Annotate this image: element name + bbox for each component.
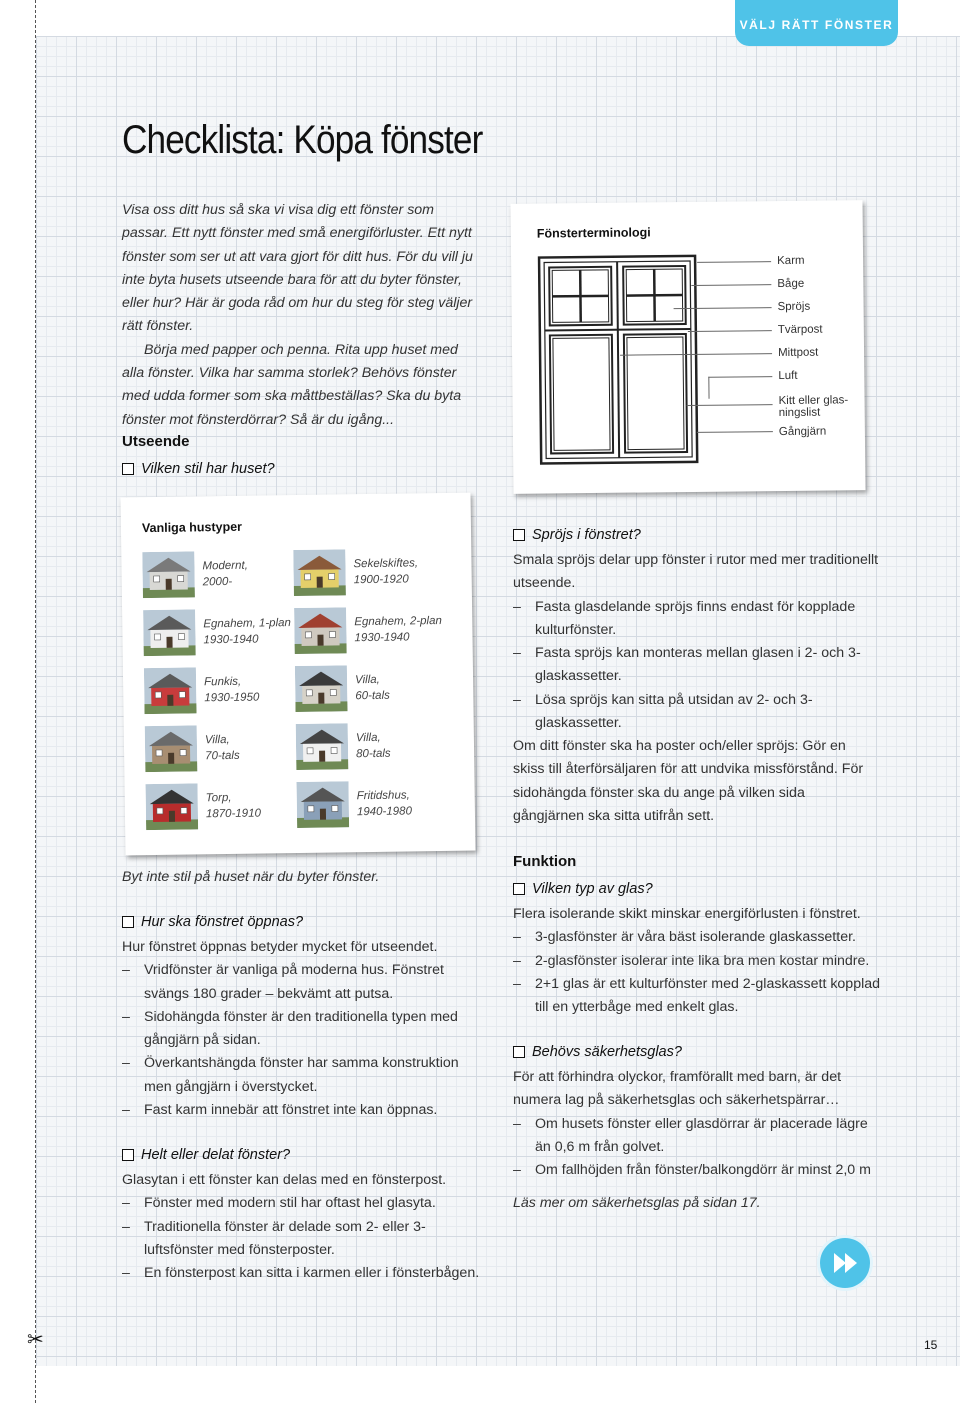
house-years: 70-tals (205, 749, 240, 763)
glas-section (513, 903, 881, 1019)
list-item: – Överkantshängda fönster har samma konstruktion men gångjärn i överstycket. (122, 1055, 459, 1095)
checkbox-delat[interactable]: Helt eller delat fönster? (122, 1147, 290, 1163)
list-item: – Fasta glasdelande spröjs finns endast för kopplade kulturfönster. (513, 598, 856, 638)
leader-kitt (687, 404, 773, 406)
house-thumbnail (145, 725, 198, 772)
list-item: – Fast karm innebär att fönstret inte kan öppnas. (122, 1102, 438, 1119)
house-caption (355, 672, 390, 704)
funktion-heading: Funktion (513, 853, 577, 870)
label-gangjarn: Gångjärn (778, 425, 827, 439)
house-caption (202, 558, 248, 591)
sakerhet-intro: För att förhindra olyckor, framförallt med barn, är det numera lag på säkerhetsglas och säkerhetspärrar… (513, 1069, 842, 1109)
label-luft: Luft (778, 369, 798, 383)
house-name: Modernt, (202, 559, 248, 573)
checkbox-oppnas[interactable]: Hur ska fönstret öppnas? (122, 914, 303, 930)
sprojs-intro: Smala spröjs delar upp fönster i rutor med mer traditionellt utseende. (513, 552, 879, 592)
oppnas-intro: Hur fönstret öppnas betyder mycket för utseendet. (122, 939, 438, 955)
house-name: Fritidshus, (356, 789, 410, 803)
list-item: – Om fallhöjden från fönster/balkongdörr är minst 2,0 m (513, 1162, 871, 1179)
fast-forward-button[interactable] (820, 1238, 870, 1288)
house-years: 80-tals (356, 747, 391, 761)
cut-line (35, 0, 36, 1403)
house-years: 1900-1920 (353, 573, 409, 587)
byt-inte-note: Byt inte stil på huset när du byter fönster. (122, 869, 380, 885)
list-item: – Om husets fönster eller glasdörrar är placerade lägre än 0,6 m från golvet. (513, 1115, 868, 1155)
house-years: 1930-1940 (203, 633, 259, 647)
checkbox-icon[interactable] (513, 529, 525, 541)
leader-luft (708, 376, 772, 378)
utseende-heading: Utseende (122, 433, 190, 450)
house-name: Sekelskiftes, (353, 557, 419, 571)
house-thumbnail (294, 607, 347, 654)
house-caption (203, 615, 291, 648)
list-item: – Vridfönster är vanliga på moderna hus. Fönstret svängs 180 grader – bekvämt att putsa. (122, 962, 444, 1002)
sakerhet-section (513, 1066, 873, 1182)
leader-karm (697, 261, 771, 263)
label-tvarpost: Tvärpost (777, 323, 823, 337)
checkbox-icon[interactable] (513, 883, 525, 895)
checkbox-icon[interactable] (513, 1046, 525, 1058)
checkbox-sprojs[interactable]: Spröjs i fönstret? (513, 527, 641, 543)
glas-intro: Flera isolerande skikt minskar energiförlusten i fönstret. (513, 906, 861, 922)
house-years: 1930-1950 (204, 691, 260, 705)
delat-section (122, 1169, 487, 1285)
house-name: Egnahem, 1-plan (203, 617, 291, 631)
house-caption (206, 790, 261, 823)
label-kitt-2: ningslist (778, 406, 821, 420)
window-diagram (537, 254, 699, 468)
las-mer-link[interactable]: Läs mer om säkerhetsglas på sidan 17. (513, 1195, 761, 1211)
house-years: 2000- (202, 575, 233, 589)
house-name: Torp, (205, 791, 232, 805)
label-kitt-1: Kitt eller glas- (778, 394, 849, 408)
sprojs-section (513, 549, 881, 735)
leader-sprojs (674, 307, 772, 309)
page-number: 15 (924, 1338, 938, 1352)
leader-bage (691, 284, 771, 286)
house-thumbnail (144, 667, 197, 714)
house-years: 60-tals (355, 689, 390, 703)
list-item: – Traditionella fönster är delade som 2- eller 3-luftsfönster med fönsterposter. (122, 1218, 426, 1258)
scissors-icon: ✂ (27, 1329, 44, 1351)
house-name: Funkis, (204, 675, 242, 689)
house-years: 1930-1940 (354, 631, 410, 645)
house-name: Villa, (355, 673, 380, 687)
section-tab[interactable]: VÄLJ RÄTT FÖNSTER (735, 0, 898, 46)
delat-intro: Glasytan i ett fönster kan delas med en fönsterpost. (122, 1172, 447, 1188)
leader-luft-tick (708, 377, 709, 399)
checkbox-stil[interactable]: Vilken stil har huset? (122, 461, 275, 477)
label-mittpost: Mittpost (778, 346, 819, 360)
house-caption (204, 674, 259, 707)
house-types-title: Vanliga hustyper (141, 519, 243, 536)
house-thumbnail (296, 723, 349, 770)
house-thumbnail (146, 783, 199, 830)
house-caption (356, 730, 391, 762)
intro-paragraph: Visa oss ditt hus så ska vi visa dig ett fönster som passar. Ett nytt fönster med små energiförluster. Ett nytt fönster som ser ut att vara gjort för ditt hus. För du vill ju inte byta husets utseende bara för att du byter fönster, eller hur? Här är goda råd om hur du steg för steg väljer rätt fönster. Börja med papper och penna. Rita upp huset med alla fönster. Vilka har samma storlek? Behövs fönster med udda former som ska måttbeställas? Ska du byta fönster mot fönsterdörrar? Så är du igång... (122, 202, 473, 428)
house-name: Villa, (204, 733, 230, 747)
checkbox-glas[interactable]: Vilken typ av glas? (513, 881, 653, 897)
fast-forward-icon (820, 1238, 870, 1288)
list-item: – Fönster med modern stil har oftast hel glasyta. (122, 1195, 436, 1212)
leader-gangjarn (697, 431, 773, 433)
label-karm: Karm (777, 254, 805, 268)
checkbox-icon[interactable] (122, 916, 134, 928)
label-sprojs: Spröjs (777, 300, 811, 314)
house-thumbnail (293, 549, 346, 596)
house-thumbnail (295, 665, 348, 712)
leader-tvarpost (688, 330, 772, 332)
checkbox-sakerhet[interactable]: Behövs säkerhetsglas? (513, 1044, 682, 1060)
sprojs-note: Om ditt fönster ska ha poster och/eller spröjs: Gör en skiss till återförsäljaren för att undvika missförstånd. För sidohängda fönster ska du ange på vilken sida gångjärnen ska sitta utifrån sett. (513, 738, 864, 824)
list-item: – Sidohängda fönster är den traditionella typen med gångjärn på sidan. (122, 1008, 458, 1049)
house-caption (354, 613, 442, 646)
house-types-card (121, 493, 476, 856)
page-title: Checklista: Köpa fönster (122, 118, 483, 162)
house-caption (353, 555, 418, 588)
list-item: – 2+1 glas är ett kulturfönster med 2-glaskassett kopplad till en ytterbåge med enkelt glas. (513, 975, 881, 1016)
house-thumbnail (297, 781, 350, 828)
list-item: – 2-glasfönster isolerar inte lika bra men kostar mindre. (513, 952, 870, 969)
list-item: – 3-glasfönster är våra bäst isolerande glaskassetter. (513, 929, 856, 946)
house-thumbnail (143, 609, 196, 656)
house-thumbnail (142, 551, 195, 598)
checkbox-icon[interactable] (122, 463, 134, 475)
label-bage: Båge (777, 277, 805, 291)
oppnas-section (122, 936, 487, 1122)
checkbox-icon[interactable] (122, 1149, 134, 1161)
list-item: – Lösa spröjs kan sitta på utsidan av 2- och 3-glaskassetter. (513, 691, 813, 732)
house-caption (357, 787, 412, 820)
list-item: – Fasta spröjs kan monteras mellan glasen i 2- och 3-glaskassetter. (513, 645, 861, 685)
house-caption (205, 732, 240, 764)
terminology-title: Fönsterterminologi (536, 225, 651, 241)
house-name: Egnahem, 2-plan (354, 614, 442, 629)
house-years: 1870-1910 (205, 807, 262, 821)
list-item: – En fönsterpost kan sitta i karmen eller i fönsterbågen. (122, 1265, 480, 1282)
house-years: 1940-1980 (356, 805, 413, 819)
terminology-card (510, 200, 865, 494)
house-name: Villa, (355, 731, 381, 745)
